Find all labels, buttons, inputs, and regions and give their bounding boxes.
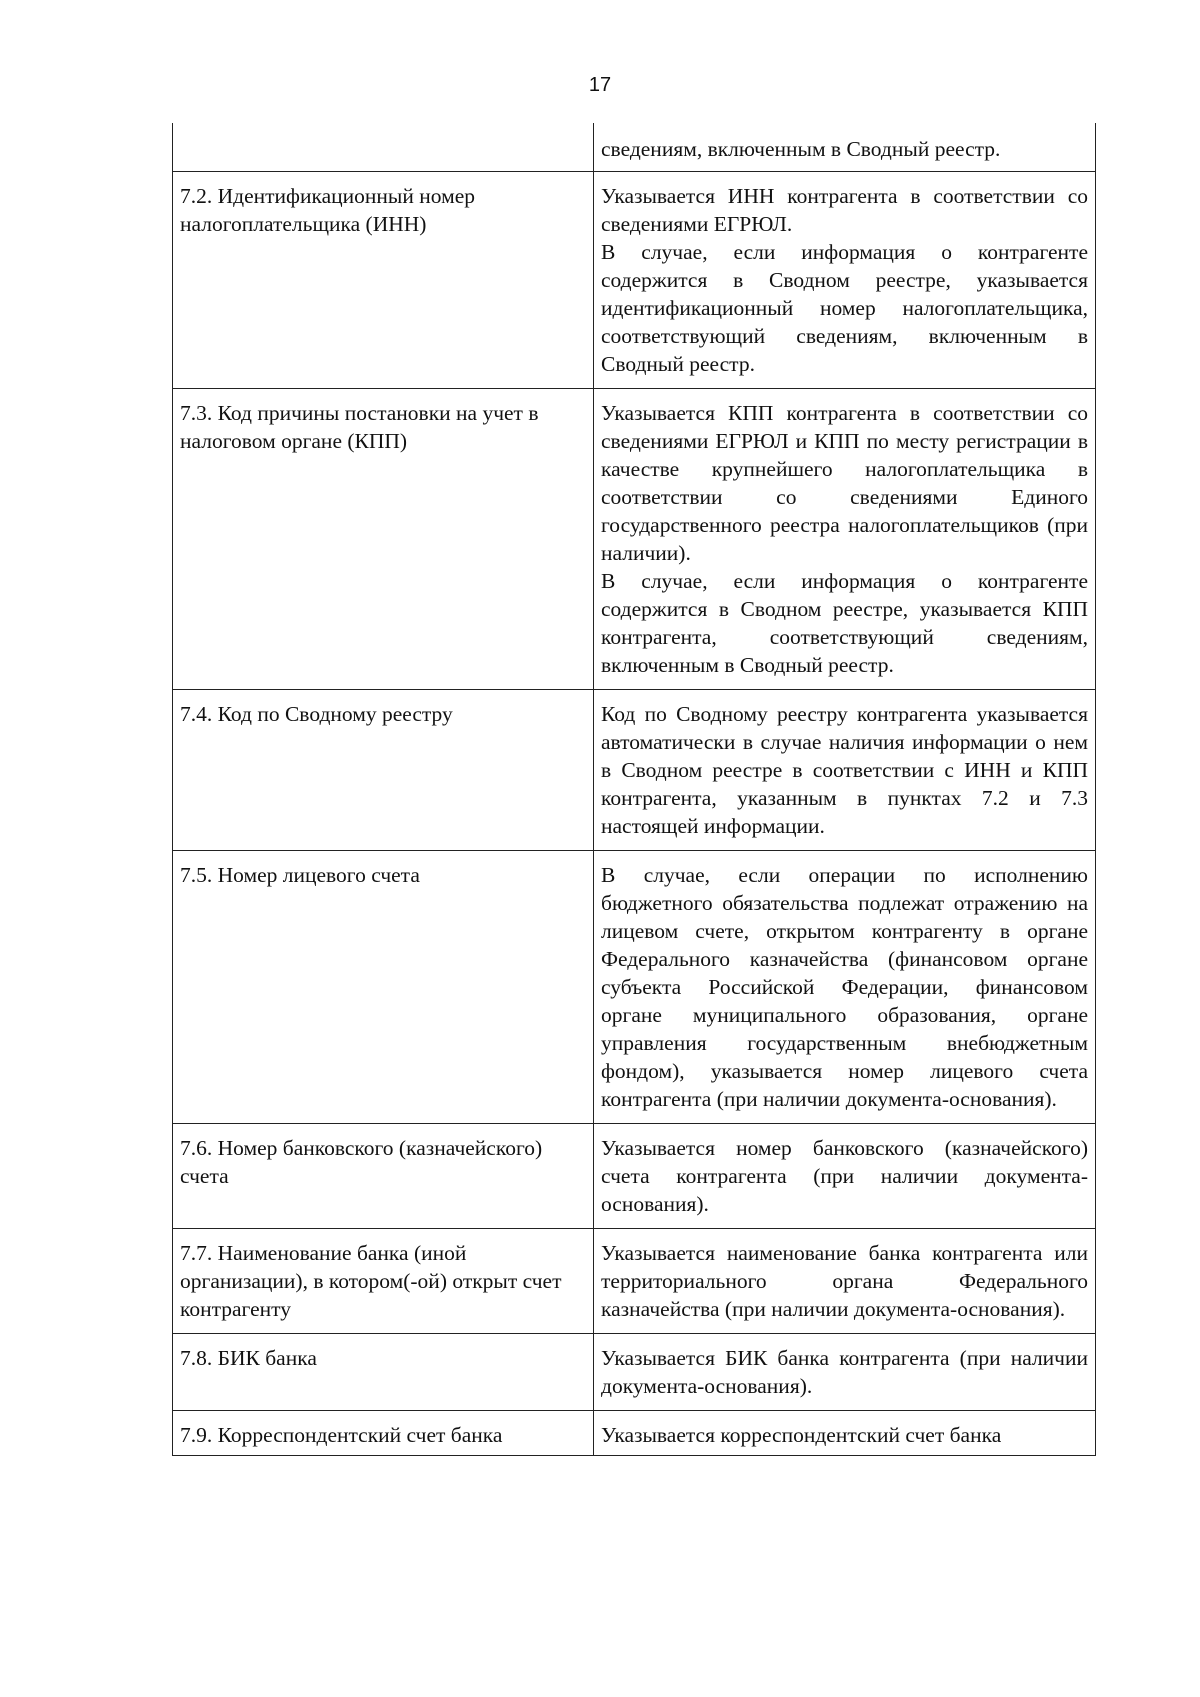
table-row	[173, 1411, 1096, 1456]
parameter-name-cell: 7.6. Номер банковского (казначейского) счета	[173, 1124, 594, 1229]
parameter-description-cell	[594, 690, 1096, 851]
parameter-name-cell	[173, 123, 594, 172]
table-row	[173, 389, 1096, 690]
parameter-description-cell	[594, 851, 1096, 1124]
parameter-name-cell: 7.7. Наименование банка (иной организации), в котором(-ой) открыт счет контрагенту	[173, 1229, 594, 1334]
parameter-name-cell: 7.9. Корреспондентский счет банка	[173, 1411, 594, 1456]
table-row	[173, 123, 1096, 172]
table-row	[173, 1229, 1096, 1334]
parameter-description-cell	[594, 172, 1096, 389]
table-row	[173, 690, 1096, 851]
parameter-description-cell	[594, 1334, 1096, 1411]
parameter-name-cell: 7.3. Код причины постановки на учет в налоговом органе (КПП)	[173, 389, 594, 690]
description-paragraph: В случае, если информация о контрагенте содержится в Сводном реестре, указывается идентификационный номер налогоплательщика, соответствующий сведениям, включенным в Сводный реестр.	[601, 240, 1088, 376]
description-paragraph: Код по Сводному реестру контрагента указывается автоматически в случае наличия информации о нем в Сводном реестре в соответствии с ИНН и КПП контрагента, указанным в пунктах 7.2 и 7.3 настоящей информации.	[601, 702, 1088, 838]
description-paragraph: сведениям, включенным в Сводный реестр.	[601, 137, 1001, 161]
parameter-description-cell	[594, 1411, 1096, 1456]
table-row	[173, 172, 1096, 389]
description-paragraph: Указывается корреспондентский счет банка	[601, 1423, 1002, 1447]
parameter-description-cell	[594, 1229, 1096, 1334]
table-row	[173, 1334, 1096, 1411]
description-paragraph: Указывается номер банковского (казначейского) счета контрагента (при наличии документа-основания).	[601, 1136, 1088, 1216]
description-paragraph: Указывается ИНН контрагента в соответствии со сведениями ЕГРЮЛ.	[601, 184, 1088, 236]
parameter-name-cell: 7.4. Код по Сводному реестру	[173, 690, 594, 851]
parameter-description-cell	[594, 389, 1096, 690]
parameter-name-cell: 7.8. БИК банка	[173, 1334, 594, 1411]
requisites-table	[172, 123, 1096, 1456]
description-paragraph: В случае, если операции по исполнению бюджетного обязательства подлежат отражению на лицевом счете, открытом контрагенту в органе Федерального казначейства (финансовом органе субъекта Российской Федерации, финансовом органе муниципального образования, органе управления государственным внебюджетным фондом), указывается номер лицевого счета контрагента (при наличии документа-основания).	[601, 863, 1088, 1111]
parameter-name-cell: 7.5. Номер лицевого счета	[173, 851, 594, 1124]
parameter-name-cell: 7.2. Идентификационный номер налогоплательщика (ИНН)	[173, 172, 594, 389]
description-paragraph: Указывается БИК банка контрагента (при наличии документа-основания).	[601, 1346, 1088, 1398]
description-paragraph: Указывается КПП контрагента в соответствии со сведениями ЕГРЮЛ и КПП по месту регистрации в качестве крупнейшего налогоплательщика в соответствии со сведениями Единого государственного реестра налогоплательщиков (при наличии).	[601, 401, 1088, 565]
description-paragraph: Указывается наименование банка контрагента или территориального органа Федерального казначейства (при наличии документа-основания).	[601, 1241, 1088, 1321]
parameter-description-cell	[594, 123, 1096, 172]
page-number: 17	[588, 74, 612, 96]
description-paragraph: В случае, если информация о контрагенте содержится в Сводном реестре, указывается КПП контрагента, соответствующий сведениям, включенным в Сводный реестр.	[601, 569, 1088, 677]
table-row	[173, 851, 1096, 1124]
table-row	[173, 1124, 1096, 1229]
parameter-description-cell	[594, 1124, 1096, 1229]
